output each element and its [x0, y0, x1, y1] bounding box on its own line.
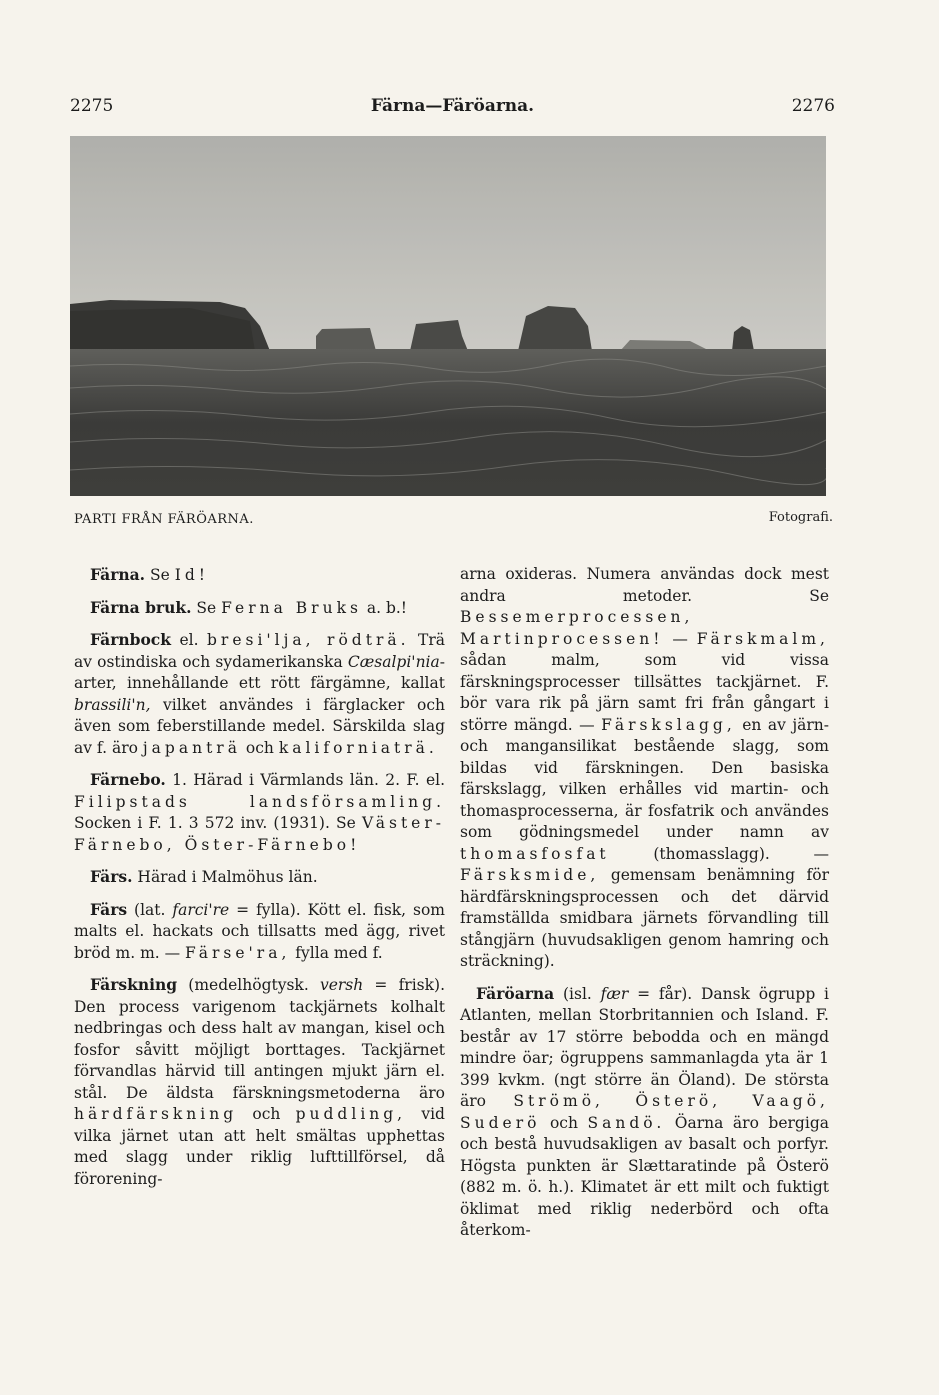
left-column	[74, 564, 445, 1200]
headword: Färnebo.	[90, 770, 166, 789]
entry-farskning-continued	[460, 564, 829, 973]
entry-text: = fylla). Kött el. fisk, som malts el. hackats och tillsatts med ägg, rivet bröd m. m. —	[74, 900, 446, 962]
entry-farna	[74, 564, 445, 587]
headword: Färnbock	[90, 630, 171, 649]
page-number-left: 2275	[70, 96, 114, 116]
running-title: Färna—Färöarna.	[370, 96, 535, 116]
entry-text: Öarna äro bergiga och bestå huvudsakligen av basalt och porfyr. Högsta punkten är Slættaratinde på Österö (882 m. ö. h.). Klimatet är ett milt och fuktigt öklimat med riklig nederbörd och ofta återkom-	[460, 1113, 829, 1239]
entry-text: en av järn- och mangansilikat bestående slagg, som bildas vid färskningen. Den basiska färskslagg, vilken erhålles vid martin- och thomasprocesserna, är fosfatrik och användes som gödningsmedel under namn av	[460, 715, 829, 841]
entry-faroarna	[460, 983, 829, 1242]
entry-text: och	[240, 738, 279, 757]
spaced-term: Filipstads landsförsamling.	[74, 792, 445, 811]
headword: Färna bruk.	[90, 597, 192, 617]
spaced-term: puddling,	[295, 1105, 407, 1123]
entry-text: vilket användes i färglacker och även som feberstillande medel. Särskilda slag av f. äro	[74, 695, 445, 757]
right-column	[460, 564, 829, 1252]
entry-text: (isl.	[554, 984, 601, 1003]
entry-text: —	[663, 629, 697, 648]
spaced-term: thomasfosfat	[460, 844, 610, 863]
headword: Färöarna	[476, 983, 555, 1003]
spaced-term: Färskmalm,	[696, 629, 829, 648]
spaced-term: härdfärskning	[74, 1105, 238, 1123]
spaced-reference: Ferna Bruks	[221, 598, 362, 617]
entry-text: (medelhögtysk.	[177, 976, 320, 994]
italic-term: farci're	[172, 900, 230, 919]
faroe-islands-photo	[70, 136, 826, 496]
spaced-term: Färskslagg,	[601, 715, 736, 734]
entry-fars-harad	[74, 866, 445, 889]
headword: Färs	[90, 899, 128, 919]
entry-farnebo	[74, 769, 445, 856]
entry-text: = får). Dansk ögrupp i Atlanten, mellan Storbritannien och Island. F. består av 17 större bebodda och en mängd mindre öar; ögruppens sammanlagda yta är 1 399 kvkm. (ngt större än Öland). De största äro	[460, 984, 829, 1110]
spaced-term: Strömö, Österö, Vaagö, Suderö	[460, 1092, 829, 1132]
italic-term: brassili'n,	[74, 695, 151, 714]
entry-text: arna oxideras. Numera användas dock mest andra metoder. Se	[460, 565, 829, 605]
entry-text: Socken i F. 1. 3 572 inv. (1931). Se	[74, 814, 362, 832]
spaced-term: Färse'ra,	[185, 943, 291, 962]
spaced-term: kaliforniaträ.	[278, 738, 438, 757]
entry-text: gemensam benämning för härdfärskningsprocessen och det därvid framställda smidbara järnets förvandling till stångjärn (huvudsakligen genom hamring och sträckning).	[460, 866, 829, 970]
photo-caption: PARTI FRÅN FÄRÖARNA.	[74, 512, 254, 527]
entry-fars	[74, 899, 445, 965]
entry-text: och	[540, 1113, 588, 1132]
entry-text: fylla med f.	[290, 943, 383, 962]
entry-farna-bruk	[74, 597, 445, 620]
spaced-reference: Bessemerprocessen, Martinprocessen!	[460, 608, 694, 648]
spaced-reference: Väster-Färnebo, Öster-Färnebo!	[74, 814, 445, 854]
entry-text: Se	[191, 598, 222, 617]
spaced-term: bresi'lja, rödträ.	[206, 631, 410, 649]
entry-farnbock	[74, 629, 445, 759]
entry-text: och	[237, 1105, 296, 1123]
entry-text: sådan malm, som vid vissa färskningsprocesser tillsättes tackjärnet. F. bör vara rik på järn samt fri från gångart i större mängd. —	[460, 651, 829, 734]
running-header	[70, 96, 835, 120]
headword: Färs.	[90, 867, 133, 886]
entry-text: Se	[145, 566, 175, 584]
entry-text: (thomasslagg). —	[609, 844, 829, 863]
italic-term: versh	[319, 976, 364, 994]
page-number-right: 2276	[791, 96, 835, 116]
entry-text: = frisk). Den process varigenom tackjärnets kolhalt nedbringas och dess halt av mangan, kisel och fosfor såvitt möjligt borttages. Tackjärnet förvandlas härvid till antingen mjukt järn el. stål. De äldsta färskningsmetoderna äro	[74, 976, 445, 1102]
entry-text: vid vilka järnet utan att helt smältas upphettas med slagg under riklig lufttillförsel, då förorening-	[74, 1105, 445, 1188]
spaced-term: Sandö.	[587, 1113, 666, 1132]
spaced-term: japanträ	[142, 738, 241, 757]
headword: Färskning	[90, 975, 178, 994]
italic-term: Cæsalpi'nia	[347, 652, 440, 671]
entry-text: el.	[171, 631, 207, 649]
entry-text: Trä av ostindiska och sydamerikanska	[74, 631, 445, 671]
headword: Färna.	[90, 565, 146, 584]
spaced-term: Färsksmide,	[460, 866, 600, 884]
entry-text: 1. Härad i Värmlands län. 2. F. el.	[165, 771, 445, 789]
italic-term: fær	[600, 984, 629, 1003]
spaced-reference: Id!	[174, 566, 210, 584]
entry-text: (lat.	[127, 900, 173, 919]
entry-text: -arter, innehållande ett rött färgämne, kallat	[74, 652, 445, 692]
entry-text: Härad i Malmöhus län.	[132, 868, 318, 886]
photo-credit: Fotografi.	[768, 510, 833, 525]
entry-farskning	[74, 974, 445, 1190]
entry-text: a. b.!	[361, 598, 408, 617]
